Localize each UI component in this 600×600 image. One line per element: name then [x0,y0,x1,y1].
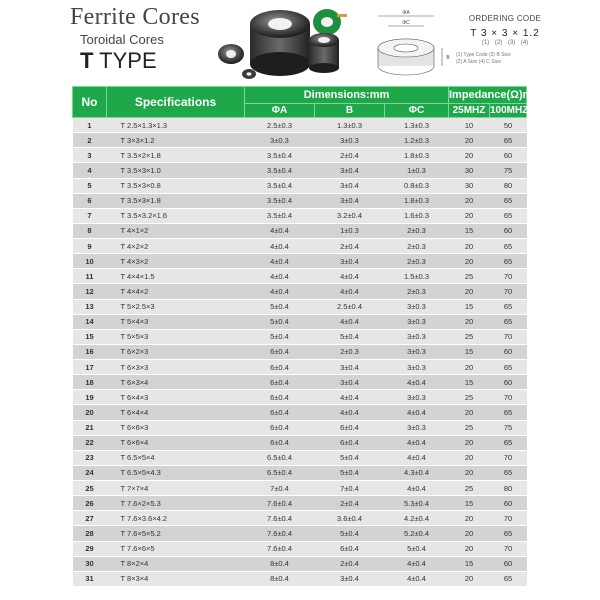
row-specification: T 4×4×2 [107,284,245,299]
row-impedance-100mhz: 60 [490,344,527,359]
row-specification: T 3.5×3×1.0 [107,163,245,178]
row-specification: T 2.5×1.3×1.3 [107,118,245,133]
row-specification: T 6×6×4 [107,435,245,450]
row-dim-c: 3±0.3 [385,314,449,329]
row-specification: T 7.6×6×5 [107,541,245,556]
row-dim-b: 2±0.4 [315,148,385,163]
row-dim-c: 0.8±0.3 [385,178,449,193]
row-dim-c: 4±0.4 [385,571,449,586]
table-row [73,450,527,465]
row-number: 22 [73,435,107,450]
row-number: 27 [73,511,107,526]
row-impedance-25mhz: 15 [449,496,490,511]
row-impedance-100mhz: 65 [490,405,527,420]
row-impedance-100mhz: 65 [490,254,527,269]
row-number: 16 [73,344,107,359]
row-impedance-25mhz: 15 [449,299,490,314]
row-number: 8 [73,223,107,238]
row-impedance-100mhz: 65 [490,133,527,148]
table-row [73,148,527,163]
row-number: 2 [73,133,107,148]
row-dim-b: 3.6±0.4 [315,511,385,526]
row-impedance-100mhz: 65 [490,193,527,208]
row-specification: T 5×5×3 [107,329,245,344]
row-dim-a: 6±0.4 [245,405,315,420]
row-dim-b: 6±0.4 [315,435,385,450]
row-impedance-25mhz: 20 [449,239,490,254]
header-no: No [73,87,107,118]
row-specification: T 4×1×2 [107,223,245,238]
row-dim-b: 2±0.4 [315,556,385,571]
label-a: ΦA [402,10,410,16]
row-number: 30 [73,556,107,571]
header-100mhz: 100MHZ [490,105,529,116]
table-row [73,360,527,375]
row-impedance-25mhz: 20 [449,284,490,299]
row-dim-b: 3±0.4 [315,163,385,178]
row-dim-b: 3±0.4 [315,254,385,269]
row-impedance-25mhz: 20 [449,208,490,223]
table-row [73,314,527,329]
row-specification: T 6.5×5×4 [107,450,245,465]
table-row [73,133,527,148]
row-dim-c: 5±0.4 [385,541,449,556]
row-dim-b: 1±0.3 [315,223,385,238]
row-impedance-100mhz: 80 [490,178,527,193]
row-dim-a: 4±0.4 [245,284,315,299]
row-specification: T 5×2.5×3 [107,299,245,314]
row-impedance-25mhz: 20 [449,511,490,526]
type-label [80,48,157,74]
row-dim-a: 3.5±0.4 [245,148,315,163]
row-impedance-100mhz: 65 [490,314,527,329]
table-row [73,299,527,314]
table-row [73,193,527,208]
row-impedance-25mhz: 20 [449,405,490,420]
row-dim-c: 4±0.4 [385,375,449,390]
row-dim-b: 3±0.3 [315,133,385,148]
table-row [73,344,527,359]
row-dim-c: 3±0.3 [385,299,449,314]
row-dim-a: 3±0.3 [245,133,315,148]
row-dim-c: 2±0.3 [385,254,449,269]
row-impedance-25mhz: 15 [449,223,490,238]
type-word: TYPE [99,48,157,73]
row-dim-b: 5±0.4 [315,450,385,465]
row-number: 9 [73,239,107,254]
row-dim-b: 4±0.4 [315,284,385,299]
row-impedance-100mhz: 80 [490,481,527,496]
row-impedance-25mhz: 30 [449,163,490,178]
table-row [73,481,527,496]
row-impedance-100mhz: 60 [490,375,527,390]
row-impedance-100mhz: 60 [490,223,527,238]
row-dim-c: 1.8±0.3 [385,193,449,208]
table-row [73,556,527,571]
row-number: 3 [73,148,107,163]
row-impedance-100mhz: 65 [490,239,527,254]
row-number: 20 [73,405,107,420]
row-impedance-100mhz: 75 [490,420,527,435]
row-dim-b: 4±0.4 [315,269,385,284]
row-dim-b: 4±0.4 [315,314,385,329]
table-row [73,375,527,390]
table-row [73,420,527,435]
row-impedance-100mhz: 70 [490,284,527,299]
row-specification: T 7×7×4 [107,481,245,496]
row-impedance-25mhz: 20 [449,526,490,541]
row-impedance-25mhz: 15 [449,556,490,571]
row-impedance-100mhz: 65 [490,571,527,586]
row-dim-a: 8±0.4 [245,556,315,571]
page-title: Ferrite Cores [70,4,200,30]
row-dim-a: 5±0.4 [245,329,315,344]
row-specification: T 4×3×2 [107,254,245,269]
row-dim-a: 6±0.4 [245,375,315,390]
row-impedance-100mhz: 50 [490,118,527,133]
row-impedance-100mhz: 60 [490,556,527,571]
row-number: 5 [73,178,107,193]
row-dim-a: 3.5±0.4 [245,178,315,193]
ordering-legend-line-2: (2) A Size (4) C Size [456,59,502,65]
row-dim-c: 5.2±0.4 [385,526,449,541]
row-impedance-25mhz: 20 [449,314,490,329]
row-impedance-25mhz: 20 [449,360,490,375]
row-impedance-25mhz: 15 [449,344,490,359]
row-number: 13 [73,299,107,314]
row-dim-a: 4±0.4 [245,223,315,238]
row-dim-c: 4.2±0.4 [385,511,449,526]
row-impedance-100mhz: 60 [490,148,527,163]
row-dim-a: 7±0.4 [245,481,315,496]
row-specification: T 6×3×3 [107,360,245,375]
row-number: 17 [73,360,107,375]
table-row [73,163,527,178]
row-specification: T 6×3×4 [107,375,245,390]
table-row [73,526,527,541]
row-dim-c: 3±0.3 [385,420,449,435]
row-dim-b: 7±0.4 [315,481,385,496]
ordering-code-indices: (1) (2) (3) (4) [481,40,529,46]
row-dim-a: 5±0.4 [245,314,315,329]
row-number: 28 [73,526,107,541]
row-dim-c: 2±0.3 [385,284,449,299]
table-row [73,118,527,133]
table-row [73,329,527,344]
row-specification: T 6.5×5×4.3 [107,465,245,480]
row-dim-b: 6±0.4 [315,541,385,556]
row-specification: T 8×3×4 [107,571,245,586]
header-phi-a: ΦA [245,104,315,118]
row-dim-b: 2±0.3 [315,344,385,359]
row-specification: T 7.6×5×5.2 [107,526,245,541]
table-row [73,465,527,480]
row-dim-c: 1.2±0.3 [385,133,449,148]
row-impedance-25mhz: 25 [449,420,490,435]
row-number: 6 [73,193,107,208]
row-impedance-100mhz: 70 [490,511,527,526]
row-dim-a: 6±0.4 [245,344,315,359]
row-dim-c: 1±0.3 [385,163,449,178]
header-b: B [315,104,385,118]
row-impedance-25mhz: 30 [449,178,490,193]
row-dim-c: 3±0.3 [385,344,449,359]
row-dim-a: 6±0.4 [245,360,315,375]
label-b: B [446,55,450,61]
row-dim-a: 6.5±0.4 [245,450,315,465]
row-impedance-100mhz: 65 [490,208,527,223]
row-number: 26 [73,496,107,511]
row-dim-a: 4±0.4 [245,254,315,269]
row-number: 19 [73,390,107,405]
row-dim-b: 2±0.4 [315,239,385,254]
row-specification: T 3.5×3×1.8 [107,193,245,208]
table-row [73,390,527,405]
row-specification: T 6×6×3 [107,420,245,435]
row-number: 18 [73,375,107,390]
row-dim-c: 2±0.3 [385,223,449,238]
row-dim-a: 4±0.4 [245,269,315,284]
ordering-code-example: T 3 × 3 × 1.2 [470,28,540,39]
row-dim-c: 1.6±0.3 [385,208,449,223]
row-impedance-25mhz: 15 [449,375,490,390]
ferrite-cores-photo [205,2,365,82]
table-row [73,239,527,254]
row-number: 21 [73,420,107,435]
row-dim-c: 1.8±0.3 [385,148,449,163]
row-dim-c: 1.3±0.3 [385,118,449,133]
row-impedance-25mhz: 20 [449,450,490,465]
row-impedance-25mhz: 20 [449,435,490,450]
table-row [73,269,527,284]
row-number: 11 [73,269,107,284]
row-number: 15 [73,329,107,344]
row-dim-c: 4±0.4 [385,405,449,420]
row-dim-b: 6±0.4 [315,420,385,435]
row-impedance-25mhz: 20 [449,133,490,148]
row-impedance-25mhz: 25 [449,269,490,284]
header-25mhz: 25MHZ [449,104,490,118]
row-impedance-100mhz: 65 [490,526,527,541]
row-dim-c: 3±0.3 [385,390,449,405]
row-specification: T 6×4×4 [107,405,245,420]
dimension-drawing [366,6,456,78]
table-row [73,284,527,299]
row-specification: T 3.5×2×1.8 [107,148,245,163]
row-impedance-100mhz: 70 [490,450,527,465]
table-row [73,435,527,450]
row-impedance-100mhz: 70 [490,390,527,405]
row-dim-a: 2.5±0.3 [245,118,315,133]
row-number: 14 [73,314,107,329]
spec-table-body [73,118,527,587]
row-dim-a: 8±0.4 [245,571,315,586]
row-dim-b: 2±0.4 [315,496,385,511]
row-dim-a: 7.6±0.4 [245,526,315,541]
row-dim-b: 3.2±0.4 [315,208,385,223]
row-dim-c: 4±0.4 [385,481,449,496]
row-specification: T 8×2×4 [107,556,245,571]
row-number: 31 [73,571,107,586]
header-dimensions: Dimensions:mm [245,87,449,104]
row-dim-b: 3±0.4 [315,571,385,586]
spec-table [72,86,543,587]
row-impedance-25mhz: 20 [449,541,490,556]
row-specification: T 4×4×1.5 [107,269,245,284]
row-impedance-100mhz: 70 [490,329,527,344]
row-dim-b: 1.3±0.3 [315,118,385,133]
row-number: 4 [73,163,107,178]
row-impedance-100mhz: 75 [490,163,527,178]
table-row [73,223,527,238]
row-specification: T 3.5×3×0.8 [107,178,245,193]
row-impedance-25mhz: 20 [449,254,490,269]
row-specification: T 6×2×3 [107,344,245,359]
row-specification: T 7.6×2×5.3 [107,496,245,511]
ordering-code-legend [450,52,560,66]
row-dim-a: 6.5±0.4 [245,465,315,480]
row-impedance-25mhz: 20 [449,193,490,208]
row-dim-a: 7.6±0.4 [245,496,315,511]
row-dim-a: 7.6±0.4 [245,511,315,526]
row-specification: T 3×3×1.2 [107,133,245,148]
row-impedance-25mhz: 20 [449,148,490,163]
spec-table-container [72,86,543,587]
row-dim-b: 5±0.4 [315,465,385,480]
header-impedance: Impedance(Ω)min [449,87,527,104]
row-impedance-25mhz: 20 [449,465,490,480]
type-letter: T [80,48,94,73]
row-dim-a: 5±0.4 [245,299,315,314]
row-dim-c: 4±0.4 [385,556,449,571]
row-impedance-25mhz: 25 [449,481,490,496]
row-number: 29 [73,541,107,556]
ordering-legend-line-1: (1) Type Code (3) B Size [456,52,511,58]
header-phi-c: ΦC [385,104,449,118]
catalog-header [0,0,600,85]
row-dim-b: 5±0.4 [315,526,385,541]
row-specification: T 6×4×3 [107,390,245,405]
row-specification: T 4×2×2 [107,239,245,254]
row-dim-a: 7.6±0.4 [245,541,315,556]
row-dim-b: 2.5±0.4 [315,299,385,314]
row-impedance-25mhz: 25 [449,329,490,344]
row-impedance-100mhz: 70 [490,541,527,556]
row-dim-b: 3±0.4 [315,375,385,390]
header-specifications: Specifications [107,87,245,118]
row-dim-b: 3±0.4 [315,178,385,193]
ordering-code-box [450,14,560,66]
row-number: 23 [73,450,107,465]
row-dim-a: 3.5±0.4 [245,208,315,223]
row-impedance-25mhz: 25 [449,390,490,405]
table-row [73,541,527,556]
table-row [73,254,527,269]
row-dim-a: 4±0.4 [245,239,315,254]
table-row [73,178,527,193]
table-row [73,496,527,511]
row-dim-c: 2±0.3 [385,239,449,254]
row-number: 1 [73,118,107,133]
row-dim-c: 4±0.4 [385,450,449,465]
row-dim-c: 3±0.3 [385,360,449,375]
row-dim-a: 6±0.4 [245,435,315,450]
row-specification: T 3.5×3.2×1.6 [107,208,245,223]
row-impedance-100mhz: 65 [490,435,527,450]
row-dim-c: 3±0.3 [385,329,449,344]
page-subtitle: Toroidal Cores [80,32,164,47]
label-c: ΦC [402,20,410,26]
row-impedance-25mhz: 10 [449,118,490,133]
row-number: 10 [73,254,107,269]
row-dim-b: 3±0.4 [315,193,385,208]
row-dim-c: 4±0.4 [385,435,449,450]
row-dim-b: 4±0.4 [315,390,385,405]
row-impedance-25mhz: 20 [449,571,490,586]
row-number: 25 [73,481,107,496]
row-dim-c: 5.3±0.4 [385,496,449,511]
row-number: 24 [73,465,107,480]
row-dim-b: 5±0.4 [315,329,385,344]
ordering-code-title: ORDERING CODE [468,14,542,23]
row-specification: T 7.6×3.6×4.2 [107,511,245,526]
row-dim-a: 3.5±0.4 [245,193,315,208]
row-dim-c: 1.5±0.3 [385,269,449,284]
row-number: 7 [73,208,107,223]
row-dim-b: 4±0.4 [315,405,385,420]
table-row [73,511,527,526]
row-impedance-100mhz: 60 [490,496,527,511]
row-dim-b: 3±0.4 [315,360,385,375]
row-impedance-100mhz: 65 [490,465,527,480]
row-dim-c: 4.3±0.4 [385,465,449,480]
row-dim-a: 6±0.4 [245,420,315,435]
table-row [73,571,527,586]
row-impedance-100mhz: 70 [490,269,527,284]
table-row [73,405,527,420]
row-number: 12 [73,284,107,299]
row-specification: T 5×4×3 [107,314,245,329]
row-impedance-100mhz: 65 [490,360,527,375]
table-row [73,208,527,223]
row-dim-a: 3.5±0.4 [245,163,315,178]
row-impedance-100mhz: 65 [490,299,527,314]
row-dim-a: 6±0.4 [245,390,315,405]
